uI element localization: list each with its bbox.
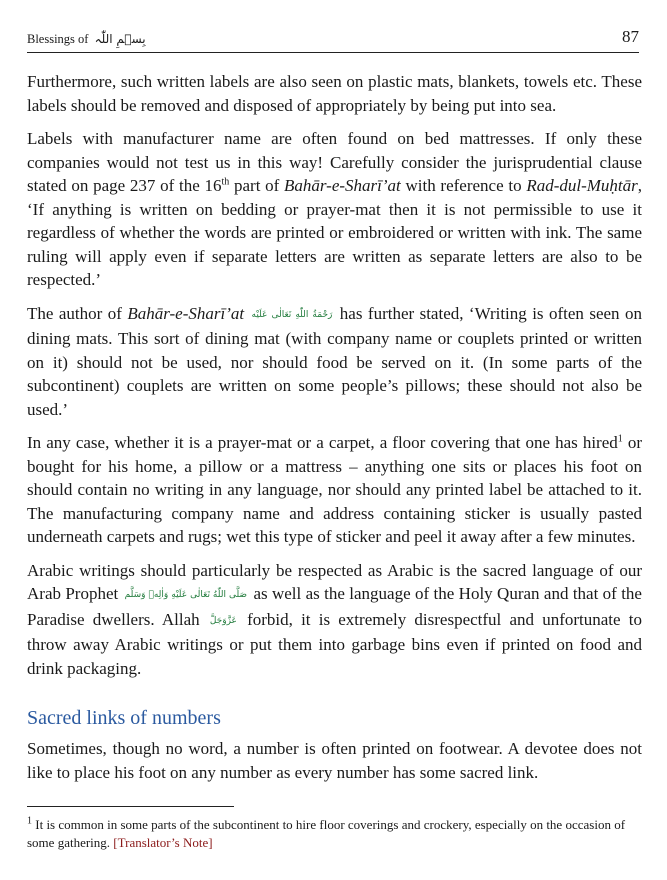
book-title-2: Rad-dul-Muḥtār [526,176,638,195]
p4-text-a: In any case, whether it is a prayer-mat or a carpet, a floor covering that one has hired [27,433,618,452]
footnote-text: It is common in some parts of the subcontinent to hire floor coverings and crockery, especially on the occasion of some gathering. [27,817,626,850]
p4-text-b: or bought for his home, a pillow or a mattress – anything one sits or places his foot on should contain no writing in any language, nor should any printed label be attached to it. The manufacturing company name and address containing sticker is usually pasted underneath carpets and rugs; wet this type of sticker and peel it away after a few minutes. [27,433,642,546]
paragraph-1: Furthermore, such written labels are also seen on plastic mats, blankets, towels etc. These labels should be removed and disposed of appropriately by being put into sea. [27,72,642,115]
footnote-reference[interactable]: 1 [617,433,623,445]
book-title: Bahār-e-Sharī’at [284,176,401,195]
paragraph-3 [27,302,642,422]
p2-text-c: with reference to [400,176,527,195]
running-head-arabic: بِسۡمِ اللّٰہ [94,32,146,46]
p2-text-d: , ‘If anything is written on bedding or prayer-mat then it is not permissible to use it regardless of whether the words are printed or embroidered or written with ink. The same ruling will apply even if separate letters are written as separate letters are also to be respected.’ [27,176,642,289]
honorific-calligraphy: عَزَّوَجَلَّ [209,615,237,626]
p2-text-a: Labels with manufacturer name are often found on bed mattresses. If only these companies would not test us in this way! Carefully consider the jurisprudential clause stated on page 237 of the 16 [27,129,642,195]
running-head [27,32,146,47]
p5-text-a: Arabic writings should particularly be respected as Arabic is the sacred language of our Arab Prophet [27,560,642,603]
p2-superscript: th [221,176,230,188]
p3-text-b: has further stated, ‘Writing is often seen on dining mats. This sort of dining mat (with company name or couplets printed or written on it) should not be used, nor should food be served on it. (In some parts of the subcontinent) couplets are written on some people’s pillows; these should not also be used.’ [27,303,642,419]
page-number: 87 [622,27,639,46]
p2-text-b: part of [229,176,285,195]
paragraph-2 [27,127,642,292]
section-paragraph: Sometimes, though no word, a number is often printed on footwear. A devotee does not like to place his foot on any number as every number has some sacred link. [27,739,642,782]
p5-text-b: as well as the language of the Holy Quran and that of the Paradise dwellers. Allah [27,584,642,629]
p3-text-a: The author of [27,303,128,323]
page-header [27,22,639,53]
footnote [27,816,642,852]
honorific-calligraphy: صَلَّی اللّٰهُ تَعَالٰی عَلَیْهِ وَاٰلِهٖ وَسَلَّم [124,590,248,600]
running-head-text: Blessings of [27,32,89,46]
page-body [27,70,642,784]
honorific-calligraphy: رَحْمَةُ اللّٰهِ تَعَالٰی عَلَیْه [251,309,333,320]
paragraph-4 [27,431,642,549]
paragraph-5 [27,559,642,681]
p5-text-c: forbid, it is extremely disrespectful and unfortunate to throw away Arabic writings or put them into garbage bins even if printed on food and drink packaging. [27,609,642,678]
translator-note: [Translator’s Note] [113,835,213,850]
section-heading: Sacred links of numbers [27,707,221,729]
footnote-marker: 1 [27,815,32,827]
book-title: Bahār-e-Sharī’at [127,303,245,323]
footnote-divider [27,806,234,807]
